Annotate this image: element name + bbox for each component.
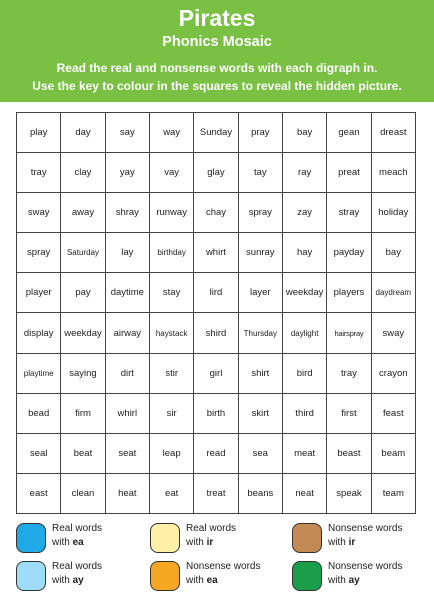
word-square[interactable]: spray	[17, 233, 61, 273]
grid-row	[17, 113, 416, 153]
grid-row	[17, 433, 416, 473]
word-square[interactable]: crayon	[371, 353, 415, 393]
word-square[interactable]: zay	[282, 193, 326, 233]
mosaic-grid	[16, 112, 416, 514]
key-label	[52, 560, 102, 588]
word-square[interactable]: treat	[194, 473, 238, 513]
word-square[interactable]: gean	[327, 113, 371, 153]
key-label-line2	[186, 574, 260, 588]
word-square[interactable]: stray	[327, 193, 371, 233]
grid-row	[17, 313, 416, 353]
word-square[interactable]: stir	[149, 353, 193, 393]
word-square[interactable]: say	[105, 113, 149, 153]
word-square[interactable]: meat	[282, 433, 326, 473]
word-square[interactable]: preat	[327, 153, 371, 193]
word-square[interactable]: read	[194, 433, 238, 473]
word-square[interactable]: neat	[282, 473, 326, 513]
key-label-prefix: with	[328, 575, 349, 586]
word-square[interactable]: Sunday	[194, 113, 238, 153]
word-square[interactable]: glay	[194, 153, 238, 193]
key-entry	[150, 558, 280, 592]
word-square[interactable]: hay	[282, 233, 326, 273]
word-square[interactable]: lay	[105, 233, 149, 273]
word-square[interactable]: tay	[238, 153, 282, 193]
header-banner	[0, 0, 434, 102]
word-square[interactable]: weekday	[282, 273, 326, 313]
word-square[interactable]: payday	[327, 233, 371, 273]
key-label	[186, 560, 260, 588]
word-square[interactable]: shird	[194, 313, 238, 353]
word-square[interactable]: seal	[17, 433, 61, 473]
word-square[interactable]: tray	[17, 153, 61, 193]
page-subtitle: Phonics Mosaic	[162, 34, 272, 50]
word-square[interactable]: daydream	[371, 273, 415, 313]
word-square[interactable]: feast	[371, 393, 415, 433]
word-square[interactable]: yay	[105, 153, 149, 193]
word-square[interactable]: stay	[149, 273, 193, 313]
word-square[interactable]: east	[17, 473, 61, 513]
word-square[interactable]: team	[371, 473, 415, 513]
key-label	[328, 560, 402, 588]
word-square[interactable]: players	[327, 273, 371, 313]
key-digraph: ay	[348, 575, 360, 586]
word-square[interactable]: first	[327, 393, 371, 433]
word-square[interactable]: birthday	[149, 233, 193, 273]
key-colour-swatch	[150, 523, 180, 553]
key-label-line1: Real words	[52, 523, 103, 534]
instruction-line-1: Read the real and nonsense words with each digraph in.	[56, 61, 378, 75]
key-label-line1: Nonsense words	[186, 561, 261, 572]
word-square[interactable]: clay	[61, 153, 105, 193]
word-square[interactable]: beast	[327, 433, 371, 473]
instruction-line-2: Use the key to colour in the squares to reveal the hidden picture.	[32, 79, 402, 93]
key-entry	[292, 558, 422, 592]
key-label-line2	[328, 574, 402, 588]
word-square[interactable]: dirt	[105, 353, 149, 393]
word-square[interactable]: bird	[282, 353, 326, 393]
word-square[interactable]: hairspray	[327, 313, 371, 353]
word-square[interactable]: bead	[17, 393, 61, 433]
key-label-prefix: with	[52, 575, 73, 586]
key-label-prefix: with	[52, 537, 73, 548]
key-digraph: ay	[72, 575, 84, 586]
word-square[interactable]: daytime	[105, 273, 149, 313]
word-square[interactable]: daylight	[282, 313, 326, 353]
grid-row	[17, 273, 416, 313]
key-entry	[16, 520, 146, 554]
key-label-line2	[186, 536, 236, 550]
word-square[interactable]: whirl	[105, 393, 149, 433]
grid-row	[17, 233, 416, 273]
word-square[interactable]: vay	[149, 153, 193, 193]
word-square[interactable]: airway	[105, 313, 149, 353]
word-square[interactable]: bay	[371, 233, 415, 273]
grid-row	[17, 473, 416, 513]
word-square[interactable]: layer	[238, 273, 282, 313]
word-square[interactable]: skirt	[238, 393, 282, 433]
word-square[interactable]: heat	[105, 473, 149, 513]
key-entry	[16, 558, 146, 592]
word-square[interactable]: sunray	[238, 233, 282, 273]
key-digraph: ea	[206, 575, 218, 586]
key-entry	[150, 520, 280, 554]
word-square[interactable]: beam	[371, 433, 415, 473]
grid-row	[17, 393, 416, 433]
word-square[interactable]: haystack	[149, 313, 193, 353]
grid-row	[17, 153, 416, 193]
key-colour-swatch	[150, 561, 180, 591]
word-square[interactable]: girl	[194, 353, 238, 393]
key-label-prefix: with	[186, 537, 207, 548]
word-square[interactable]: sway	[371, 313, 415, 353]
key-label	[186, 522, 236, 550]
word-square[interactable]: birth	[194, 393, 238, 433]
word-square[interactable]: lird	[194, 273, 238, 313]
key-colour-swatch	[16, 561, 46, 591]
word-square[interactable]: display	[17, 313, 61, 353]
word-square[interactable]: playtime	[17, 353, 61, 393]
key-colour-swatch	[292, 561, 322, 591]
key-label-line1: Nonsense words	[328, 561, 403, 572]
word-square[interactable]: beans	[238, 473, 282, 513]
word-square[interactable]: spray	[238, 193, 282, 233]
word-square[interactable]: chay	[194, 193, 238, 233]
word-square[interactable]: runway	[149, 193, 193, 233]
key-digraph: ir	[206, 537, 214, 548]
word-square[interactable]: bay	[282, 113, 326, 153]
word-square[interactable]: eat	[149, 473, 193, 513]
word-square[interactable]: saying	[61, 353, 105, 393]
word-square[interactable]: player	[17, 273, 61, 313]
key-label-line2	[328, 536, 402, 550]
word-square[interactable]: pray	[238, 113, 282, 153]
word-square[interactable]: firm	[61, 393, 105, 433]
key-digraph: ir	[348, 537, 356, 548]
key-label-line1: Real words	[186, 523, 237, 534]
word-square[interactable]: day	[61, 113, 105, 153]
word-square[interactable]: way	[149, 113, 193, 153]
word-square[interactable]: dreast	[371, 113, 415, 153]
word-square[interactable]: clean	[61, 473, 105, 513]
key-label-prefix: with	[186, 575, 207, 586]
word-square[interactable]: speak	[327, 473, 371, 513]
word-square[interactable]: sway	[17, 193, 61, 233]
word-square[interactable]: shirt	[238, 353, 282, 393]
word-square[interactable]: sir	[149, 393, 193, 433]
word-square[interactable]: third	[282, 393, 326, 433]
key-label-line1: Nonsense words	[328, 523, 403, 534]
word-square[interactable]: play	[17, 113, 61, 153]
key-label-line2	[52, 574, 102, 588]
word-square[interactable]: ray	[282, 153, 326, 193]
key-label-prefix: with	[328, 537, 349, 548]
word-square[interactable]: tray	[327, 353, 371, 393]
word-square[interactable]: sea	[238, 433, 282, 473]
key-colour-swatch	[292, 523, 322, 553]
key-label-line1: Real words	[52, 561, 103, 572]
word-square[interactable]: seat	[105, 433, 149, 473]
key-entry	[292, 520, 422, 554]
key-label	[328, 522, 402, 550]
word-square[interactable]: beat	[61, 433, 105, 473]
word-square[interactable]: Saturday	[61, 233, 105, 273]
word-square[interactable]: shray	[105, 193, 149, 233]
word-square[interactable]: pay	[61, 273, 105, 313]
word-square[interactable]: weekday	[61, 313, 105, 353]
grid-row	[17, 193, 416, 233]
key-digraph: ea	[72, 537, 84, 548]
word-square[interactable]: holiday	[371, 193, 415, 233]
key-colour-swatch	[16, 523, 46, 553]
word-square[interactable]: away	[61, 193, 105, 233]
word-square[interactable]: Thursday	[238, 313, 282, 353]
word-square[interactable]: whirt	[194, 233, 238, 273]
page-title: Pirates	[178, 5, 256, 31]
key-label	[52, 522, 102, 550]
grid-row	[17, 353, 416, 393]
word-square[interactable]: meach	[371, 153, 415, 193]
key-label-line2	[52, 536, 102, 550]
word-square[interactable]: leap	[149, 433, 193, 473]
